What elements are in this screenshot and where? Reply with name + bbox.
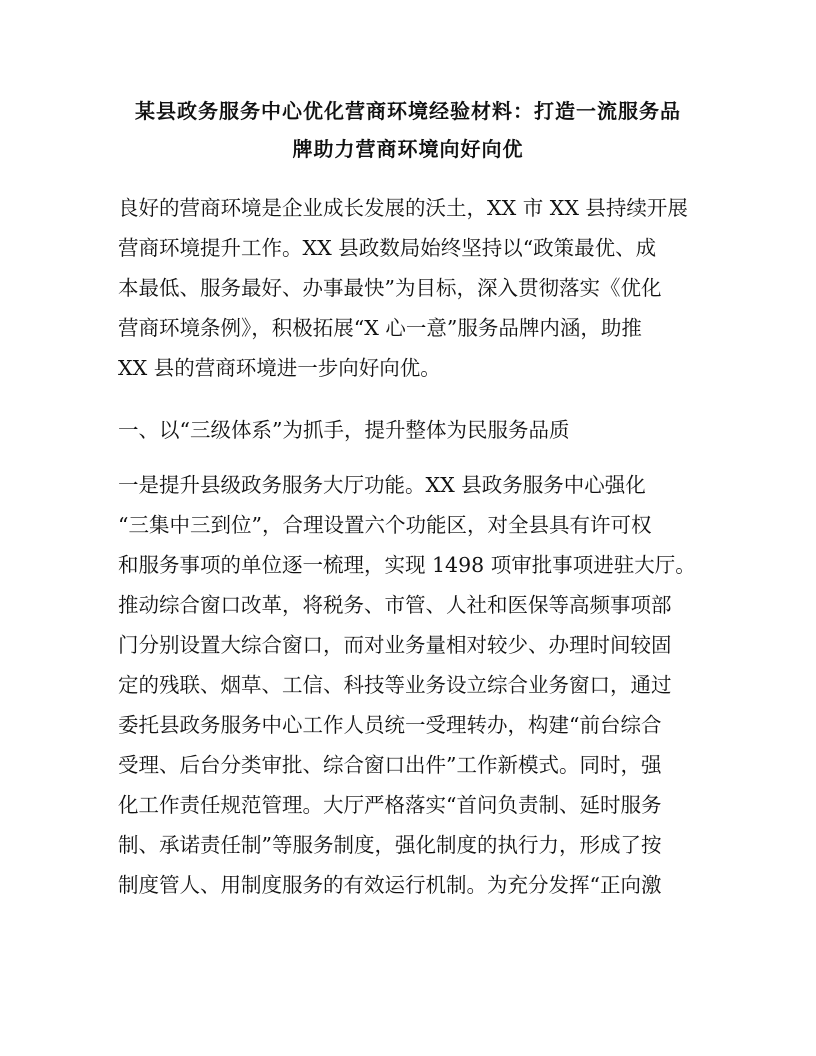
text-line: 化工作责任规范管理。大厅严格落实“首问负责制、延时服务 <box>118 793 662 817</box>
text-line: 一是提升县级政务服务大厅功能。XX 县政务服务中心强化 <box>118 473 646 497</box>
text-line: 良好的营商环境是企业成长发展的沃土，XX 市 XX 县持续开展 <box>118 196 688 220</box>
text-line: 制、承诺责任制”等服务制度，强化制度的执行力，形成了按 <box>118 833 662 857</box>
title-line: 某县政务服务中心优化营商环境经验材料：打造一流服务品 <box>135 99 681 123</box>
text-line: 受理、后台分类审批、综合窗口出件”工作新模式。同时，强 <box>118 753 662 777</box>
text-line: XX 县的营商环境进一步向好向优。 <box>118 356 441 380</box>
text-line: 委托县政务服务中心工作人员统一受理转办，构建“前台综合 <box>118 713 662 737</box>
text-line: 本最低、服务最好、办事最快”为目标，深入贯彻落实《优化 <box>118 276 662 300</box>
text-line: 营商环境提升工作。XX 县政数局始终坚持以“政策最优、成 <box>118 236 657 260</box>
section-heading <box>118 410 700 450</box>
text-line: “三集中三到位”，合理设置六个功能区，对全县具有许可权 <box>118 513 652 537</box>
document-title <box>118 92 698 168</box>
text-line: 营商环境条例》，积极拓展“X 心一意”服务品牌内涵，助推 <box>118 316 642 340</box>
text-line: 推动综合窗口改革，将税务、市管、人社和医保等高频事项部 <box>118 593 672 617</box>
text-line: 和服务事项的单位逐一梳理，实现 1498 项审批事项进驻大厅。 <box>118 553 696 577</box>
text-line: 门分别设置大综合窗口，而对业务量相对较少、办理时间较固 <box>118 633 672 657</box>
section-paragraph <box>118 465 700 905</box>
intro-paragraph <box>118 188 700 388</box>
heading-text: 一、以“三级体系”为抓手，提升整体为民服务品质 <box>118 418 570 442</box>
text-line: 制度管人、用制度服务的有效运行机制。为充分发挥“正向激 <box>118 873 662 897</box>
text-line: 定的残联、烟草、工信、科技等业务设立综合业务窗口，通过 <box>118 673 672 697</box>
title-line: 牌助力营商环境向好向优 <box>292 137 524 161</box>
